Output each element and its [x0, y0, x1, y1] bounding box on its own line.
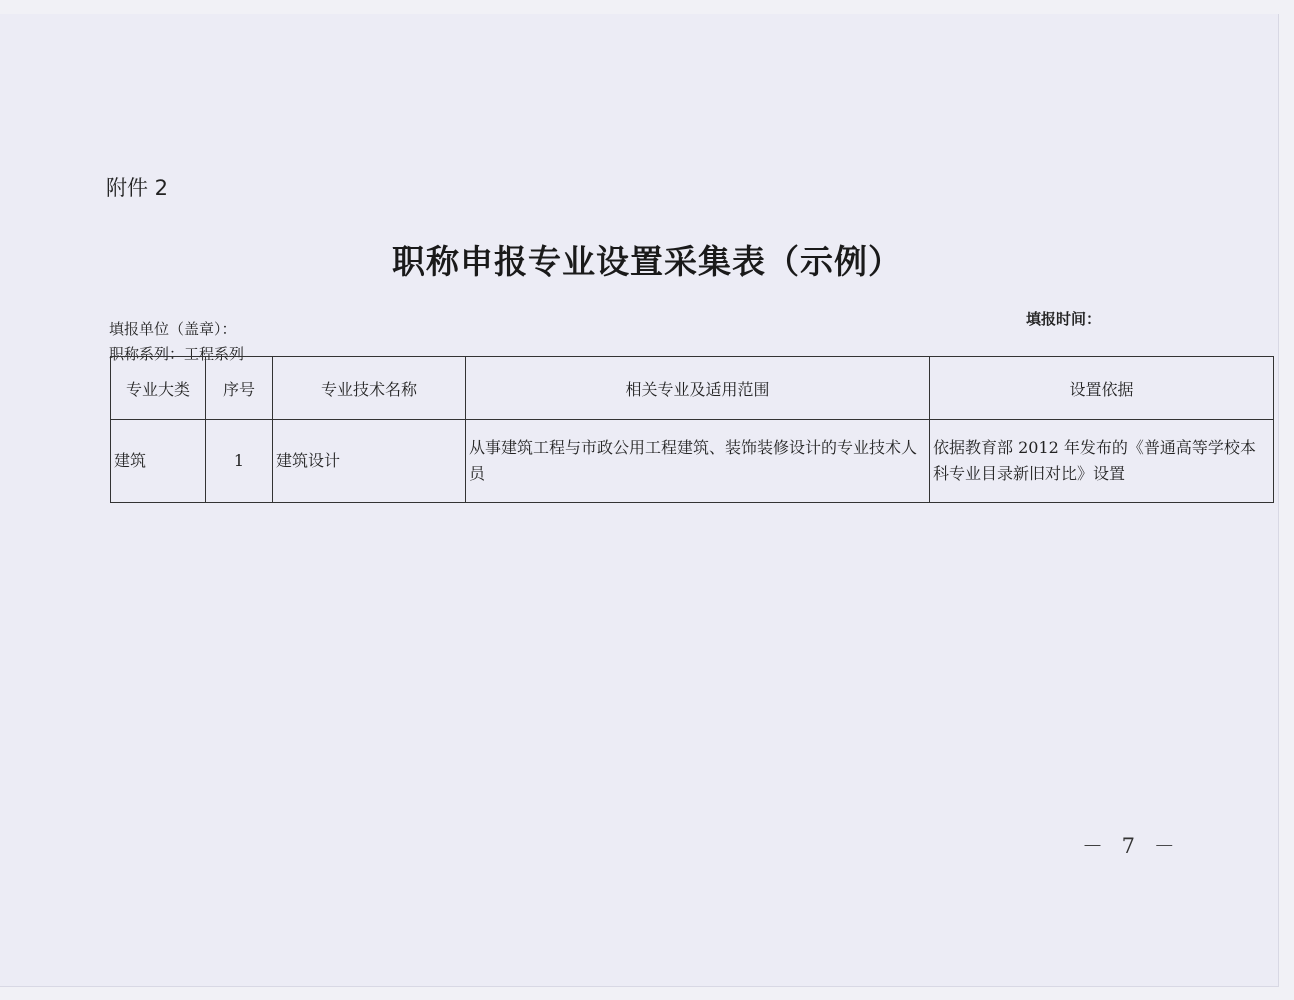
collection-table: [110, 356, 1274, 503]
series-label: 职称系列：工程系列: [109, 345, 245, 363]
cell-basis: 依据教育部 2012 年发布的《普通高等学校本科专业目录新旧对比》设置: [930, 420, 1274, 503]
column-header-scope: 相关专业及适用范围: [466, 357, 930, 420]
fill-unit-label: 填报单位（盖章）：: [109, 320, 237, 338]
column-header-number: 序号: [206, 357, 273, 420]
cell-category: 建筑: [111, 420, 206, 503]
cell-number: 1: [206, 420, 273, 503]
table-row: [111, 420, 1274, 503]
cell-scope: 从事建筑工程与市政公用工程建筑、装饰装修设计的专业技术人员: [466, 420, 930, 503]
table-header-row: [111, 357, 1274, 420]
column-header-basis: 设置依据: [930, 357, 1274, 420]
fill-time-label: 填报时间：: [1026, 310, 1102, 328]
page-title: 职称申报专业设置采集表（示例）: [392, 242, 902, 281]
page-number: － 7 －: [1082, 834, 1181, 858]
cell-name: 建筑设计: [273, 420, 466, 503]
column-header-category: 专业大类: [111, 357, 206, 420]
column-header-name: 专业技术名称: [273, 357, 466, 420]
attachment-label: 附件 2: [106, 176, 169, 200]
